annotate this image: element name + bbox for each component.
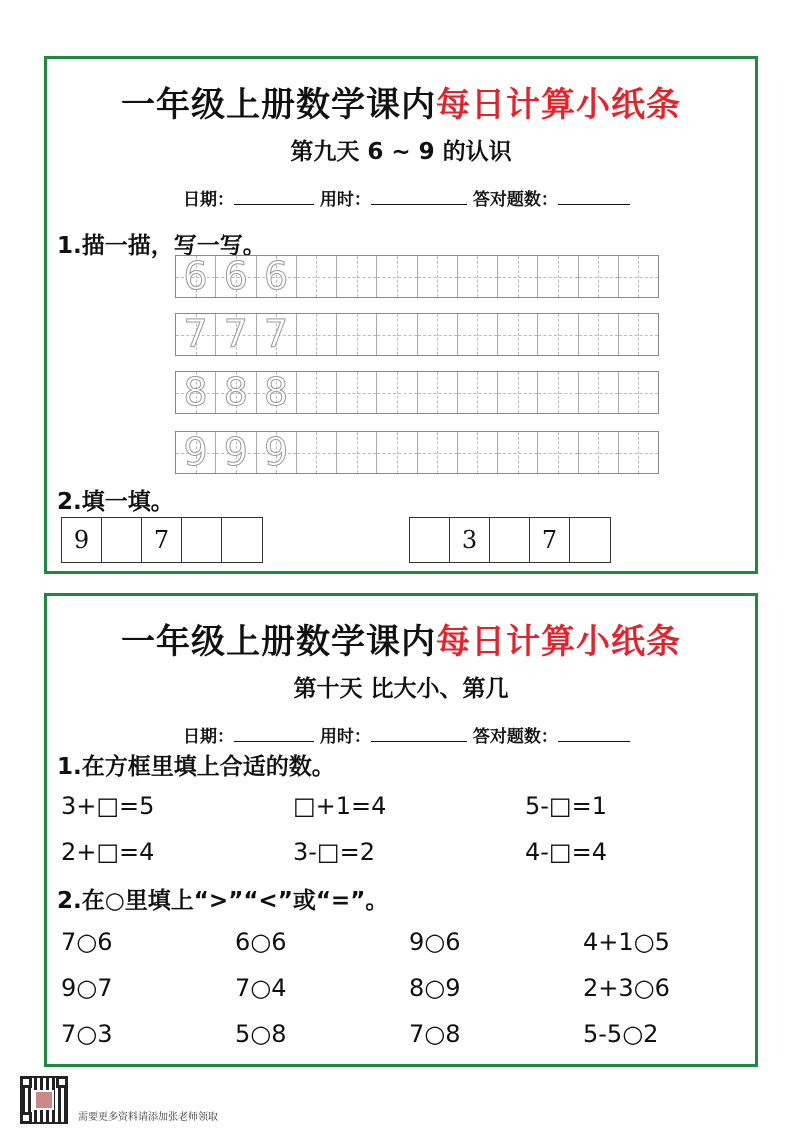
fill-box[interactable]: 9 (62, 518, 102, 562)
qr-corner (20, 1076, 32, 1088)
trace-cell[interactable] (579, 256, 619, 297)
compare-problem[interactable]: 2+3○6 (583, 974, 670, 1002)
trace-cell[interactable] (176, 372, 216, 413)
trace-cell[interactable] (418, 372, 458, 413)
equation-problem[interactable]: 4-□=4 (525, 838, 607, 866)
fill-row-right (409, 517, 611, 563)
trace-digit: 7 (183, 312, 208, 356)
date-blank[interactable] (234, 726, 314, 742)
time-blank[interactable] (371, 189, 467, 205)
trace-cell[interactable] (418, 432, 458, 473)
trace-cell[interactable] (619, 314, 658, 355)
trace-row (175, 255, 659, 298)
compare-problem[interactable]: 9○7 (61, 974, 113, 1002)
card-subtitle: 第九天 6 ~ 9 的认识 (290, 139, 512, 165)
meta-line (183, 185, 703, 210)
trace-cell[interactable] (337, 372, 377, 413)
section-2-heading: 2.填一填。 (57, 489, 174, 515)
trace-cell[interactable] (176, 256, 216, 297)
compare-problem[interactable]: 7○8 (409, 1020, 461, 1048)
meta-line (183, 722, 703, 747)
correct-label: 答对题数： (472, 727, 558, 747)
title-black-part: 一年级上册数学课内 (121, 85, 436, 125)
trace-cell[interactable] (498, 314, 538, 355)
equation-problem[interactable]: 3+□=5 (61, 792, 155, 820)
trace-cell[interactable] (619, 432, 658, 473)
time-label: 用时： (319, 727, 371, 747)
trace-cell[interactable] (538, 432, 578, 473)
fill-row-left (61, 517, 263, 563)
trace-cell[interactable] (377, 432, 417, 473)
trace-cell[interactable] (297, 314, 337, 355)
date-label: 日期： (183, 727, 234, 747)
compare-problem[interactable]: 7○6 (61, 928, 113, 956)
trace-cell[interactable] (337, 256, 377, 297)
trace-cell[interactable] (579, 372, 619, 413)
section-1-heading: 1.描一描，写一写。 (57, 233, 266, 259)
fill-box[interactable] (490, 518, 530, 562)
trace-cell[interactable] (538, 256, 578, 297)
trace-digit: 8 (223, 370, 248, 414)
title-red-part: 每日计算小纸条 (436, 622, 681, 662)
trace-cell[interactable] (377, 256, 417, 297)
trace-cell[interactable] (538, 372, 578, 413)
compare-problem[interactable]: 4+1○5 (583, 928, 670, 956)
fill-box[interactable] (222, 518, 262, 562)
fill-box[interactable] (182, 518, 222, 562)
compare-problem[interactable]: 8○9 (409, 974, 461, 1002)
title-red-part: 每日计算小纸条 (436, 85, 681, 125)
trace-cell[interactable] (458, 314, 498, 355)
title-black-part: 一年级上册数学课内 (121, 622, 436, 662)
trace-cell[interactable] (458, 256, 498, 297)
trace-digit: 9 (223, 430, 248, 474)
trace-cell[interactable] (377, 314, 417, 355)
section-2-heading: 2.在○里填上“>”“<”或“=”。 (57, 888, 389, 914)
compare-problem[interactable]: 7○3 (61, 1020, 113, 1048)
trace-digit: 8 (264, 370, 289, 414)
trace-cell[interactable] (176, 314, 216, 355)
trace-digit: 6 (223, 254, 248, 298)
compare-problem[interactable]: 5-5○2 (583, 1020, 659, 1048)
trace-digit: 7 (223, 312, 248, 356)
qr-avatar (34, 1090, 54, 1110)
fill-box[interactable]: 7 (530, 518, 570, 562)
fill-box[interactable]: 3 (450, 518, 490, 562)
trace-cell[interactable] (418, 314, 458, 355)
trace-cell[interactable] (257, 432, 297, 473)
trace-digit: 7 (264, 312, 289, 356)
worksheet-card-day10 (44, 593, 758, 1067)
trace-cell[interactable] (498, 432, 538, 473)
equation-problem[interactable]: □+1=4 (293, 792, 387, 820)
trace-cell[interactable] (297, 256, 337, 297)
equation-problem[interactable]: 2+□=4 (61, 838, 155, 866)
section-1-heading: 1.在方框里填上合适的数。 (57, 754, 335, 780)
trace-row (175, 371, 659, 414)
trace-cell[interactable] (216, 314, 256, 355)
trace-cell[interactable] (297, 432, 337, 473)
trace-cell[interactable] (377, 372, 417, 413)
fill-box[interactable] (410, 518, 450, 562)
trace-cell[interactable] (579, 314, 619, 355)
trace-cell[interactable] (619, 256, 658, 297)
trace-cell[interactable] (498, 372, 538, 413)
trace-row (175, 431, 659, 474)
trace-cell[interactable] (216, 432, 256, 473)
compare-problem[interactable]: 9○6 (409, 928, 461, 956)
qr-code-icon (20, 1076, 68, 1124)
equation-problem[interactable]: 5-□=1 (525, 792, 607, 820)
fill-box[interactable]: 7 (142, 518, 182, 562)
footer-note: 需要更多资料请添加张老师领取 (78, 1112, 218, 1123)
trace-cell[interactable] (458, 432, 498, 473)
trace-cell[interactable] (418, 256, 458, 297)
trace-digit: 6 (264, 254, 289, 298)
trace-digit: 6 (183, 254, 208, 298)
trace-digit: 9 (183, 430, 208, 474)
trace-cell[interactable] (619, 372, 658, 413)
trace-cell[interactable] (458, 372, 498, 413)
trace-cell[interactable] (216, 372, 256, 413)
compare-problem[interactable]: 6○6 (235, 928, 287, 956)
time-blank[interactable] (371, 726, 467, 742)
trace-cell[interactable] (257, 256, 297, 297)
trace-cell[interactable] (538, 314, 578, 355)
qr-corner (20, 1112, 32, 1124)
date-blank[interactable] (234, 189, 314, 205)
date-label: 日期： (183, 190, 234, 210)
card-title (47, 77, 755, 126)
correct-blank[interactable] (558, 726, 630, 742)
trace-cell[interactable] (498, 256, 538, 297)
trace-row (175, 313, 659, 356)
equation-problem[interactable]: 3-□=2 (293, 838, 375, 866)
time-label: 用时： (319, 190, 371, 210)
trace-digit: 8 (183, 370, 208, 414)
trace-cell[interactable] (216, 256, 256, 297)
trace-cell[interactable] (337, 432, 377, 473)
trace-cell[interactable] (579, 432, 619, 473)
trace-cell[interactable] (297, 372, 337, 413)
trace-cell[interactable] (176, 432, 216, 473)
fill-box[interactable] (102, 518, 142, 562)
compare-problem[interactable]: 7○4 (235, 974, 287, 1002)
correct-blank[interactable] (558, 189, 630, 205)
qr-corner (56, 1076, 68, 1088)
trace-cell[interactable] (257, 314, 297, 355)
card-title (47, 614, 755, 663)
trace-cell[interactable] (257, 372, 297, 413)
compare-problem[interactable]: 5○8 (235, 1020, 287, 1048)
card-subtitle: 第十天 比大小、第几 (293, 676, 509, 702)
trace-cell[interactable] (337, 314, 377, 355)
worksheet-card-day9 (44, 56, 758, 574)
fill-box[interactable] (570, 518, 610, 562)
correct-label: 答对题数： (472, 190, 558, 210)
trace-digit: 9 (264, 430, 289, 474)
